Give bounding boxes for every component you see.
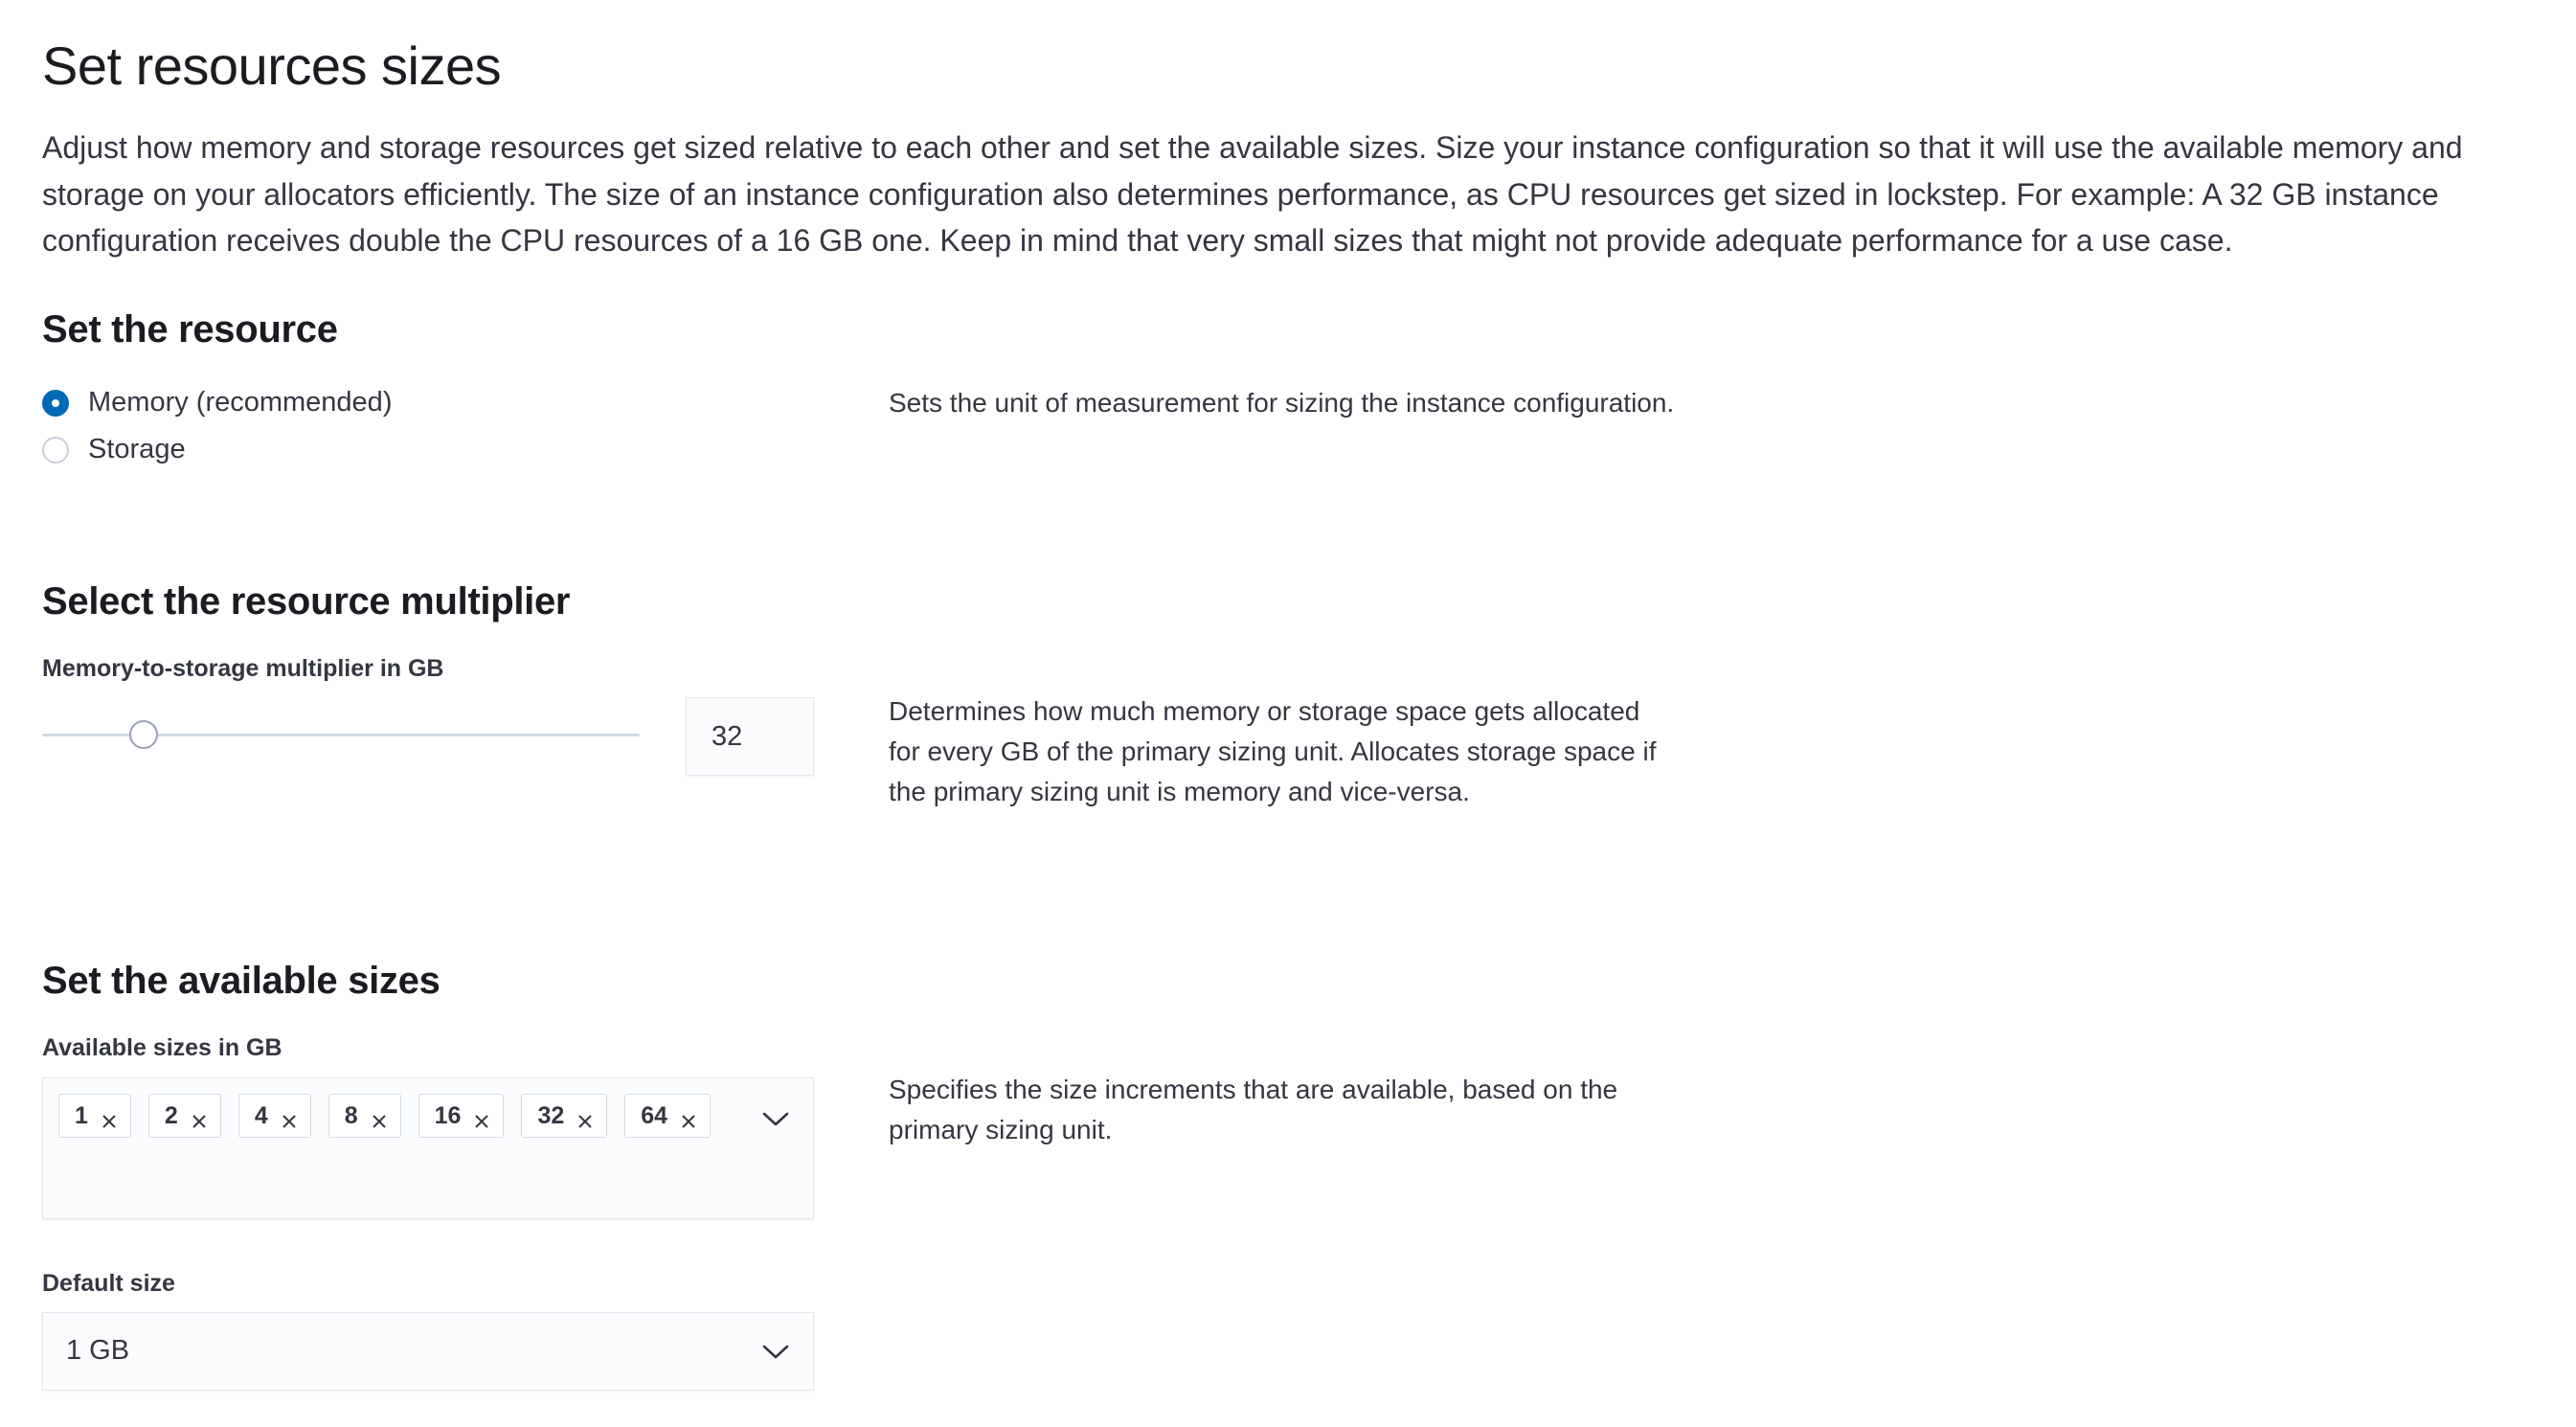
radio-label-storage: Storage xyxy=(88,434,186,464)
section-title-multiplier: Select the resource multiplier xyxy=(42,580,571,623)
size-pill-label: 16 xyxy=(434,1101,462,1129)
size-pill xyxy=(624,1094,711,1138)
multiplier-number-input[interactable] xyxy=(686,697,814,776)
size-pill xyxy=(148,1094,221,1138)
section-title-resource: Set the resource xyxy=(42,308,338,351)
radio-label-memory: Memory (recommended) xyxy=(88,387,393,418)
radio-button-checked[interactable] xyxy=(42,390,69,417)
size-pill xyxy=(58,1094,131,1138)
section-title-sizes: Set the available sizes xyxy=(42,960,441,1002)
resource-help-text: Sets the unit of measurement for sizing the instance configuration. xyxy=(889,388,1675,418)
size-pill xyxy=(521,1094,607,1138)
chevron-down-icon[interactable] xyxy=(761,1344,790,1366)
size-pill xyxy=(418,1094,505,1138)
cross-icon[interactable] xyxy=(474,1108,489,1123)
cross-icon[interactable] xyxy=(372,1108,387,1123)
size-pill-label: 1 xyxy=(75,1101,88,1129)
cross-icon[interactable] xyxy=(102,1108,117,1123)
cross-icon[interactable] xyxy=(282,1108,297,1123)
size-pill xyxy=(238,1094,311,1138)
radio-memory[interactable] xyxy=(42,387,392,419)
size-pill-label: 2 xyxy=(164,1101,178,1129)
cross-icon[interactable] xyxy=(681,1108,696,1123)
available-sizes-combobox[interactable] xyxy=(42,1077,814,1219)
sizes-field-label: Available sizes in GB xyxy=(42,1034,282,1061)
default-size-field-label: Default size xyxy=(42,1270,175,1297)
multiplier-help-text: Determines how much memory or storage space gets allocated for every GB of the primary sizing unit. Allocates storage space if the primary sizing unit is memory and vice-versa. xyxy=(889,696,1657,806)
default-size-value: 1 GB xyxy=(66,1335,130,1366)
radio-storage[interactable] xyxy=(42,434,186,465)
cross-icon[interactable] xyxy=(192,1108,207,1123)
multiplier-slider-thumb[interactable] xyxy=(129,720,158,749)
chevron-down-icon[interactable] xyxy=(761,1111,790,1133)
sizes-help-text: Specifies the size increments that are available, based on the primary sizing unit. xyxy=(889,1075,1618,1144)
size-pill-label: 4 xyxy=(254,1101,268,1129)
size-pill-label: 64 xyxy=(641,1101,668,1129)
page-title: Set resources sizes xyxy=(42,35,502,96)
cross-icon[interactable] xyxy=(577,1108,593,1123)
size-pill-label: 8 xyxy=(344,1101,358,1129)
intro-text: Adjust how memory and storage resources get sized relative to each other and set the available sizes. Size your instance configuration so that it will use the available memory and storage on your allocators efficiently. The size of an instance configuration also determines performance, as CPU resources get sized in lockstep. For example: A 32 GB instance configuration receives double the CPU resources of a 16 GB one. Keep in mind that very small sizes that might not provide adequate performance for a use case. xyxy=(42,130,2463,258)
default-size-select[interactable] xyxy=(42,1312,814,1391)
size-pill-label: 32 xyxy=(537,1101,565,1129)
size-pills xyxy=(58,1094,748,1138)
multiplier-field-label: Memory-to-storage multiplier in GB xyxy=(42,655,444,682)
size-pill xyxy=(328,1094,401,1138)
radio-button-unchecked[interactable] xyxy=(42,437,69,464)
